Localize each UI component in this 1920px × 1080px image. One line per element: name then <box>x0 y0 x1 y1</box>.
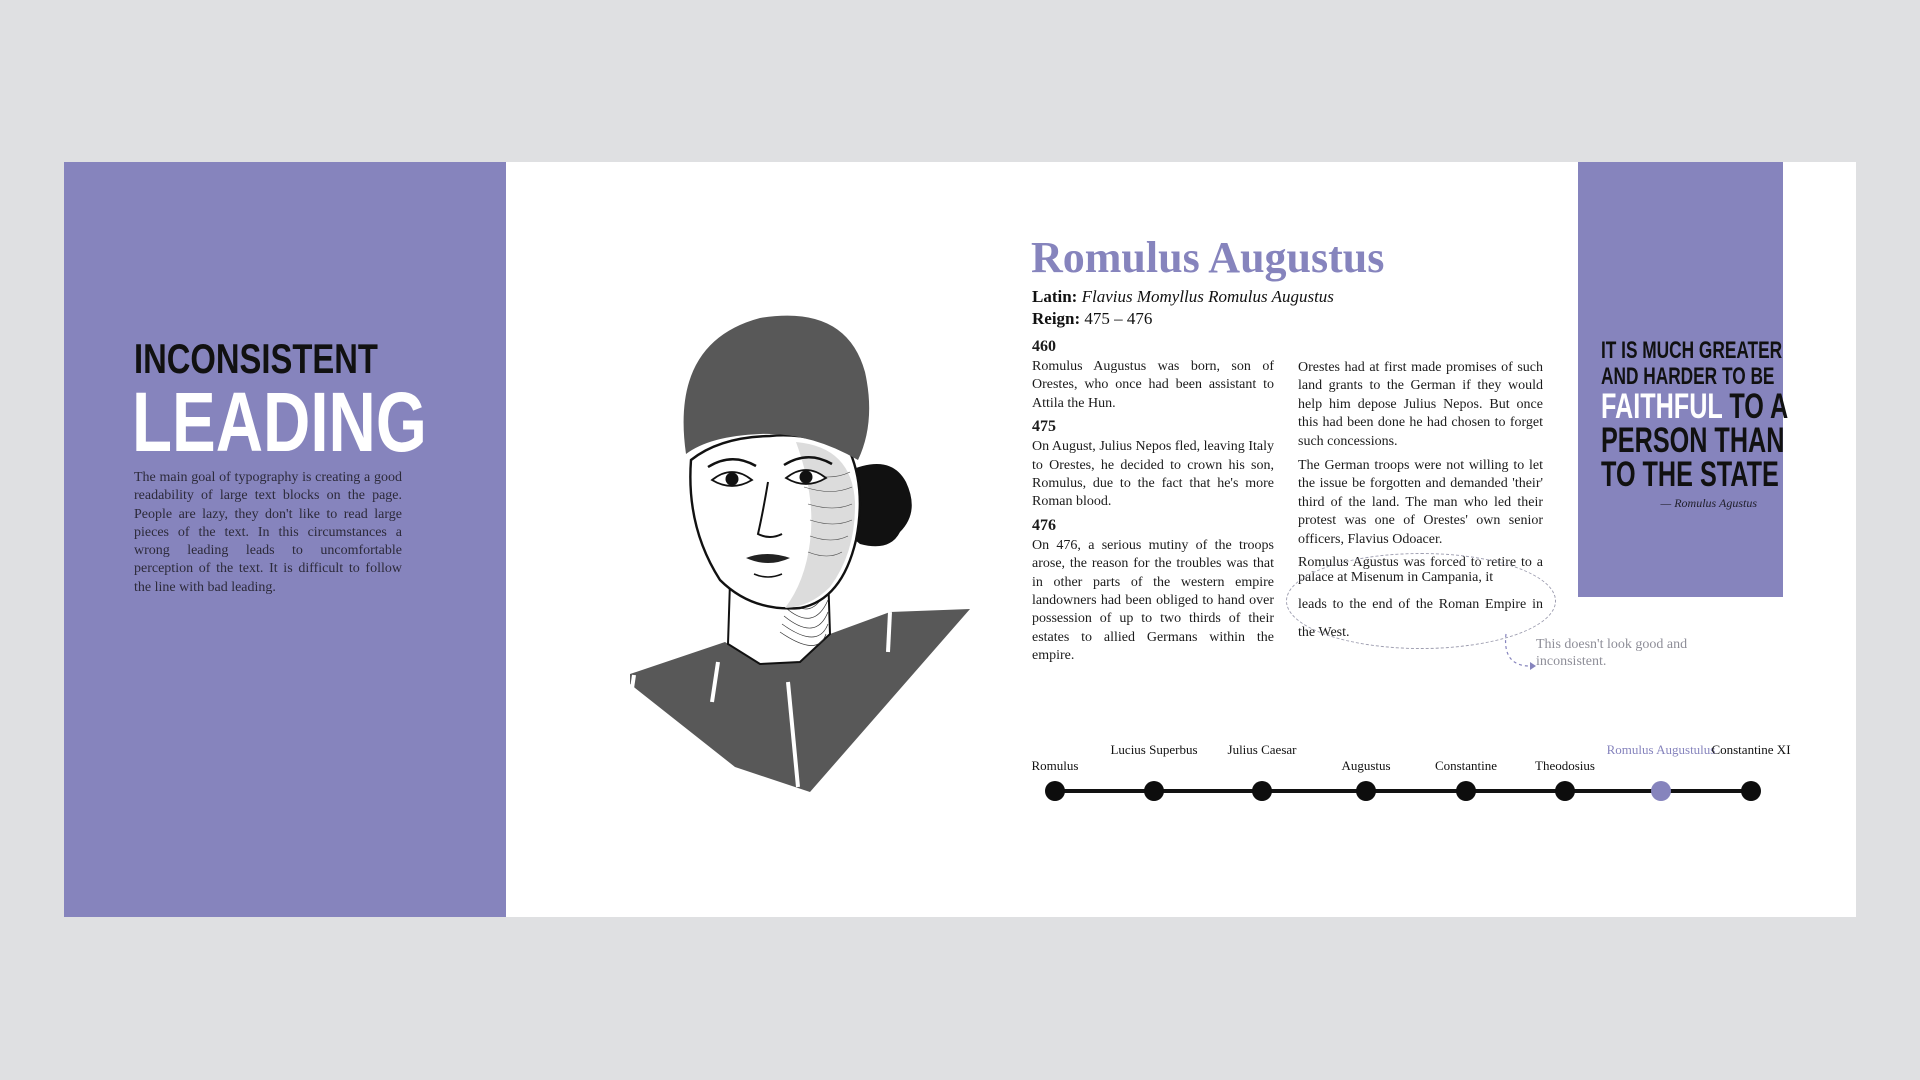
year-heading: 460 <box>1032 338 1056 355</box>
year-heading: 476 <box>1032 516 1056 534</box>
timeline-label: Julius Caesar <box>1227 742 1297 757</box>
paragraph: Orestes had at first made promises of such land grants to the German if they would help him depose Julius Nepos. But once this had been done he had chosen to forget such concessions. <box>1298 360 1543 449</box>
timeline-dot <box>1144 781 1164 801</box>
timeline-dot <box>1356 781 1376 801</box>
latin-value: Flavius Momyllus Romulus Augustus <box>1081 287 1334 306</box>
timeline-dot <box>1252 781 1272 801</box>
timeline-label: Constantine <box>1434 758 1498 773</box>
heading-line1: INCONSISTENT <box>134 335 378 382</box>
reign-value: 475 – 476 <box>1084 309 1153 328</box>
timeline-label: Constantine XI <box>1711 742 1791 757</box>
timeline-dot <box>1651 781 1671 801</box>
quote-attribution: — Romulus Agustus <box>1660 496 1757 510</box>
annotation-note: This doesn't look good and inconsistent. <box>1536 637 1688 669</box>
paragraph: The German troops were not willing to let the issue be forgotten and demanded 'their' third of the land. The man who led their protest was one of Orestes' own senior officers, Flavius Odoacer. <box>1298 458 1543 547</box>
slide <box>64 162 1856 917</box>
paragraph: On August, Julius Nepos fled, leaving Italy to Orestes, he decided to crown his son, Romulus, due to the fact that he's more Roman blood. <box>1032 439 1274 510</box>
quote-line <box>1601 387 1789 426</box>
timeline-dot <box>1456 781 1476 801</box>
portrait-illustration <box>560 282 992 802</box>
timeline-label: Theodosius <box>1535 758 1595 773</box>
timeline-label: Augustus <box>1341 758 1391 773</box>
quote-line: PERSON THAN <box>1601 421 1785 460</box>
quote-line: IT IS MUCH GREATER <box>1601 337 1783 364</box>
timeline-label: Romulus Augustulus <box>1606 742 1716 757</box>
latin-label: Latin: <box>1032 287 1078 306</box>
timeline-label: Lucius Superbus <box>1110 742 1198 757</box>
quote-line: TO THE STATE <box>1601 455 1779 494</box>
left-panel <box>64 162 506 917</box>
paragraph: On 476, a serious mutiny of the troops arose, the reason for the troubles was that in other parts of the western empire landowners had been obliged to hand over possession of up to two thirds of their estates to allied Germans within the empire. <box>1032 537 1274 664</box>
article-title: Romulus Augustus <box>1031 233 1385 282</box>
text-column-1 <box>1032 336 1274 669</box>
heading-line2: LEADING <box>132 375 427 469</box>
intro-paragraph: The main goal of typography is creating a good readability of large text blocks on the page. People are lazy, they don't like to read large pieces of the text. In this circumstances a wrong leading leads to uncomfortable perception of the text. It is difficult to follow the line with bad leading. <box>134 470 402 595</box>
reign-line <box>1032 309 1152 329</box>
latin-line <box>1032 287 1334 307</box>
timeline-dot <box>1741 781 1761 801</box>
quote-line: AND HARDER TO BE <box>1601 363 1775 390</box>
timeline-dot <box>1555 781 1575 801</box>
timeline-label: Romulus <box>1031 758 1079 773</box>
year-heading: 475 <box>1032 418 1056 436</box>
tight-leading-text: Romulus Agustus was forced to retire to a palace at Misenum in Campania, it <box>1298 555 1543 586</box>
reign-label: Reign: <box>1032 309 1081 328</box>
quote-text <box>1601 337 1789 494</box>
quote-line-rest: TO A <box>1722 387 1789 426</box>
loose-leading-text: leads to the end of the Roman Empire in the West. <box>1298 597 1543 641</box>
paragraph: Romulus Augustus was born, son of Orestes, who once had been assistant to Attila the Hun. <box>1032 359 1274 411</box>
timeline-dot <box>1045 781 1065 801</box>
quote-panel <box>1578 162 1789 597</box>
quote-highlight: FAITHFUL <box>1601 387 1723 426</box>
